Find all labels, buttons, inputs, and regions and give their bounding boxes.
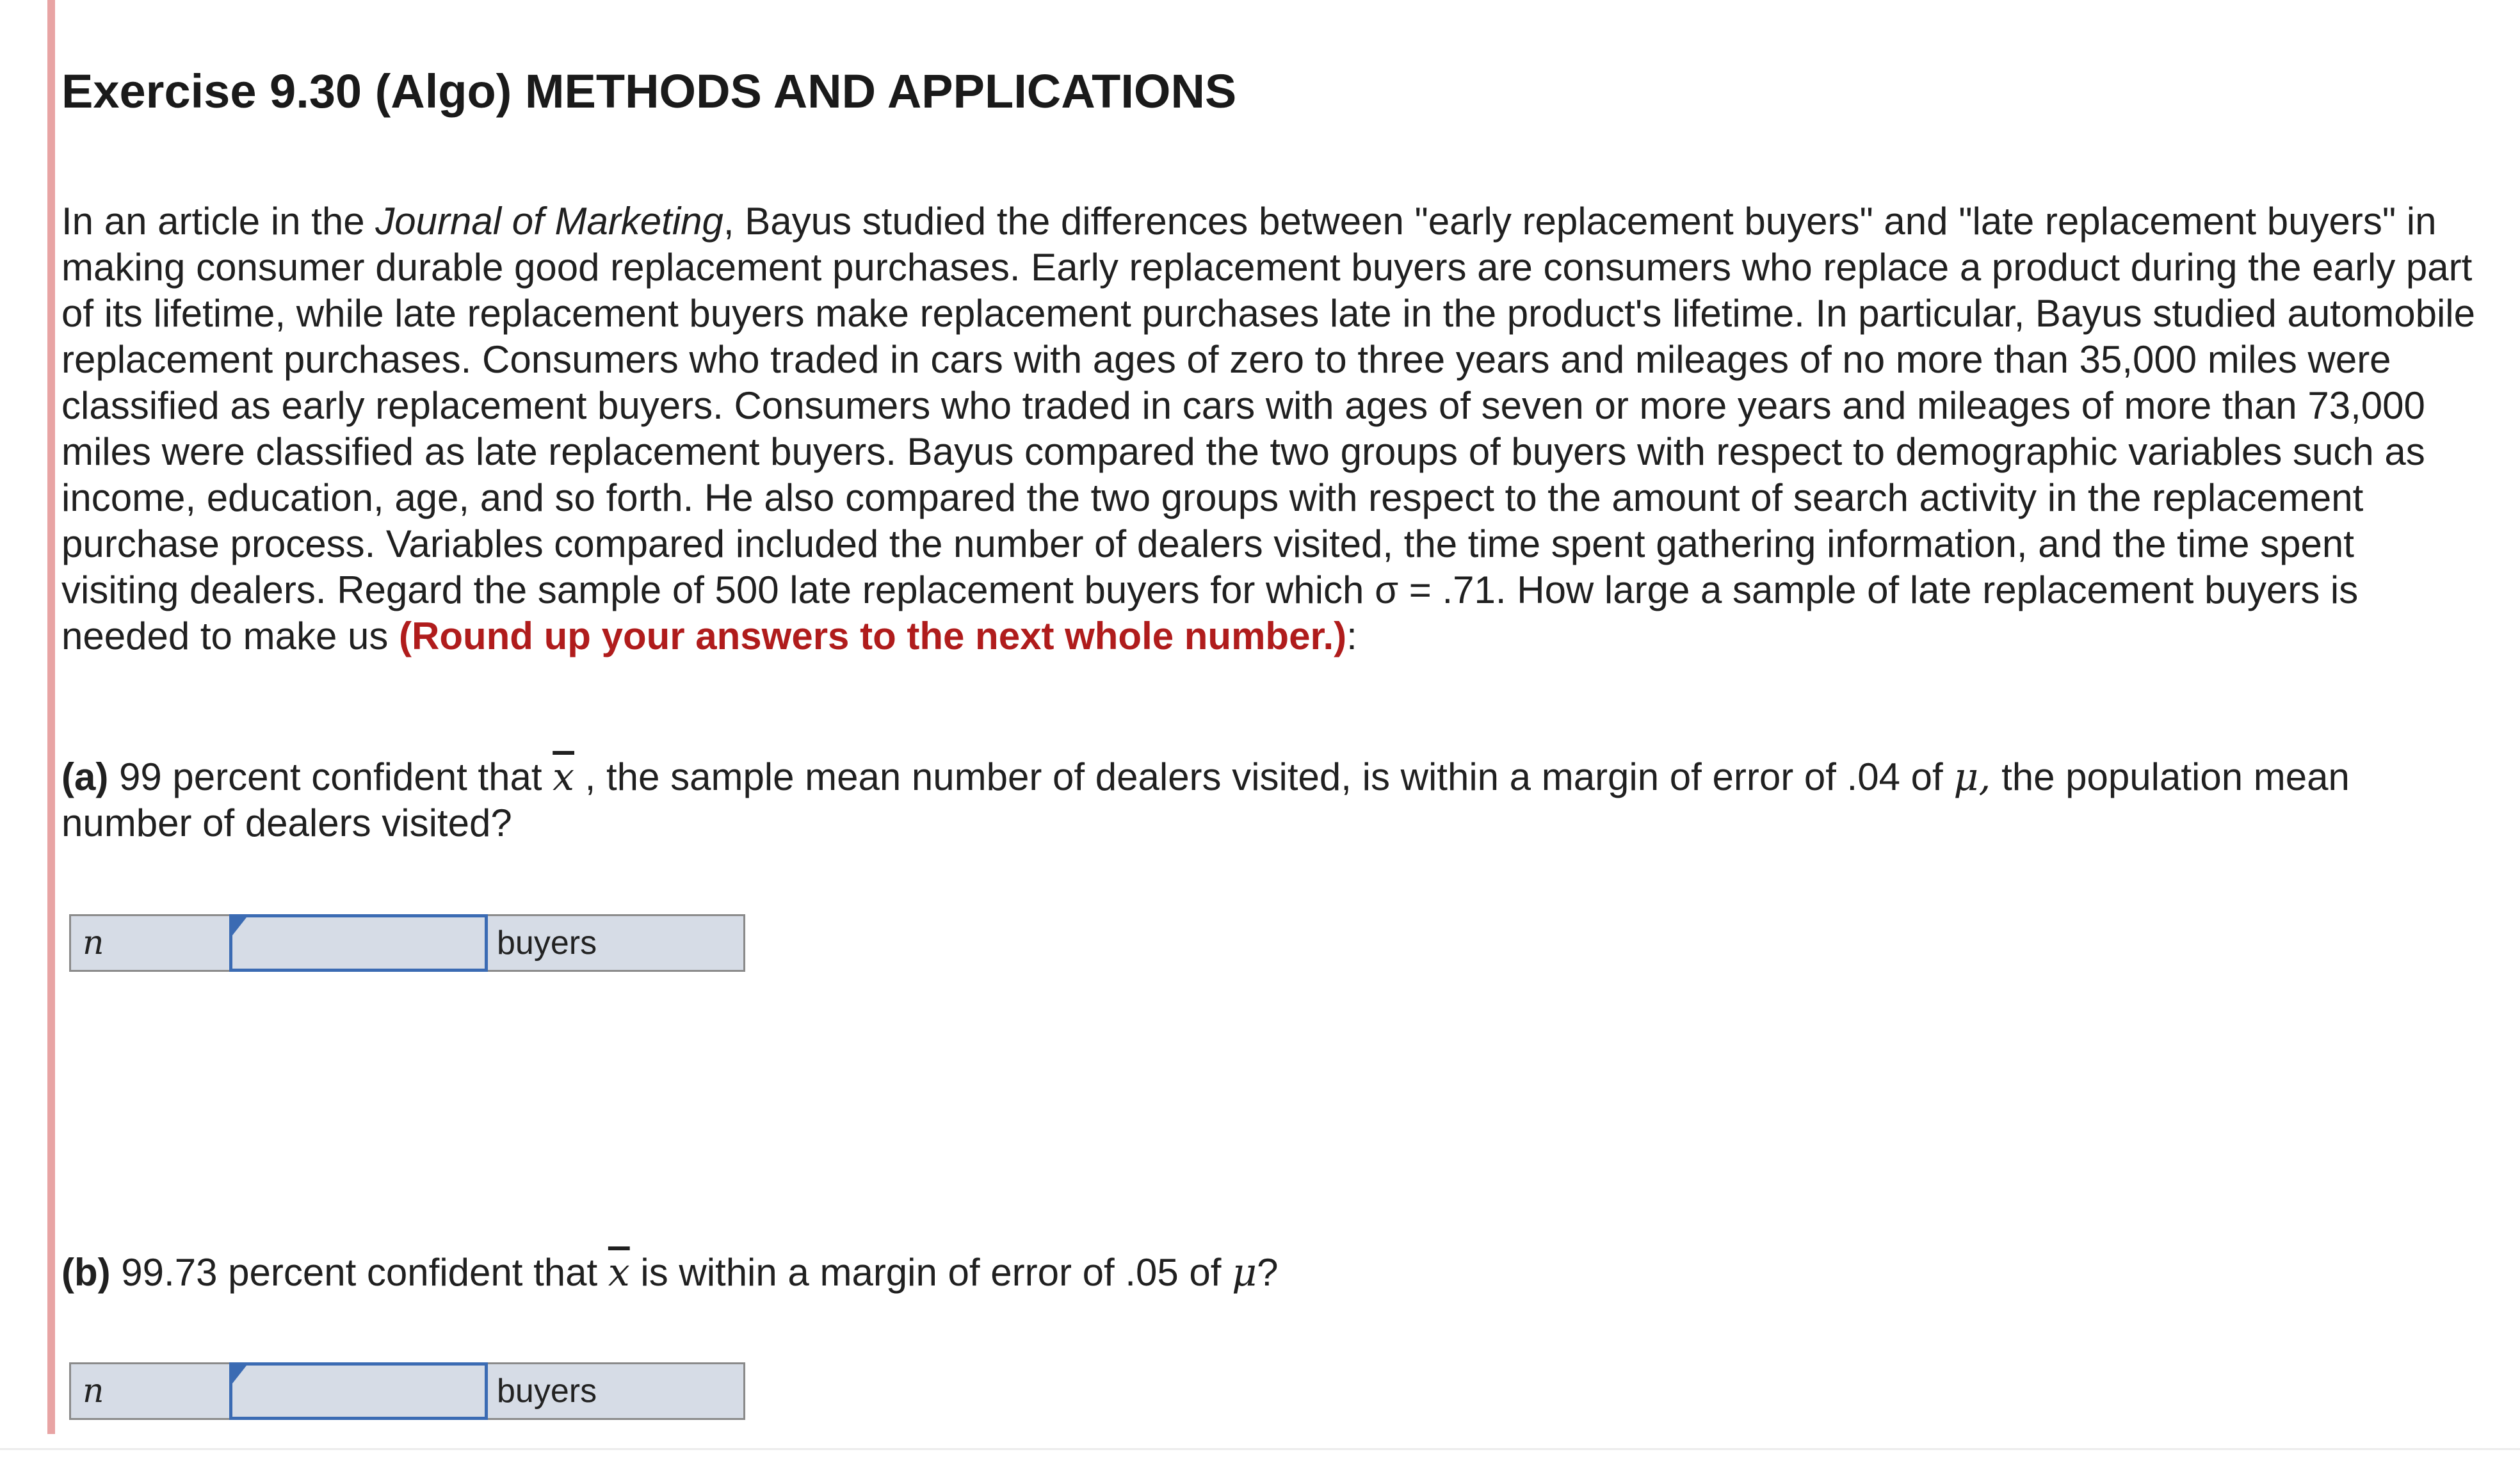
journal-name: Journal of Marketing: [375, 200, 723, 243]
part-a-answer-field[interactable]: [229, 914, 488, 972]
exercise-title: Exercise 9.30 (Algo) METHODS AND APPLICATIONS: [61, 65, 1237, 118]
part-a-text-3: the population mean number of dealers visited?: [61, 755, 2350, 844]
flag-icon: [232, 1366, 246, 1383]
part-b-variable-label: n: [69, 1362, 229, 1420]
problem-intro: In an article in the: [61, 200, 376, 243]
flag-icon: [232, 917, 246, 935]
part-a-text-2: , the sample mean number of dealers visited, is within a margin of error of .04 of: [574, 755, 1954, 798]
problem-body: , Bayus studied the differences between "early replacement buyers" and "late replacement buyers" in making consumer durable good replacement purchases. Early replacement buyers are consumers who replace a product during the early part of its lifetime, while late replacement buyers make replacement purchases late in the product's lifetime. In particular, Bayus studied automobile replacement purchases. Consumers who traded in cars with ages of zero to three years and mileages of no more than 35,000 miles were classified as early replacement buyers. Consumers who traded in cars with ages of seven or more years and mileages of more than 73,000 miles were classified as late replacement buyers. Bayus compared the two groups of buyers with respect to demographic variables such as income, education, age, and so forth. He also compared the two groups with respect to the amount of search activity in the replacement purchase process. Variables compared included the number of dealers visited, the time spent gathering information, and the time spent visiting dealers. Regard the sample of 500 late replacement buyers for which σ = .71. How large a sample of late replacement buyers is needed to make us: [61, 200, 2476, 657]
part-b-answer-row: [69, 1362, 745, 1420]
part-a-answer-row: [69, 914, 745, 972]
part-a-variable-label: n: [69, 914, 229, 972]
part-b-text-2: is within a margin of error of .05 of: [629, 1251, 1232, 1294]
part-b-question: [61, 1250, 2443, 1296]
part-b-text-3: ?: [1257, 1251, 1279, 1294]
part-a-xbar-symbol: $\overline{x}$: [553, 755, 574, 800]
part-a-unit-label: buyers: [488, 914, 745, 972]
rounding-instruction: (Round up your answers to the next whole number.): [399, 615, 1347, 657]
part-a-answer-input[interactable]: [232, 917, 485, 969]
part-a-question: [61, 754, 2443, 846]
part-b-unit-label: buyers: [488, 1362, 745, 1420]
part-b-mu-symbol: μ: [1232, 1250, 1257, 1295]
part-a-mu-symbol: μ,: [1953, 755, 1991, 800]
part-a-label: (a): [61, 755, 109, 798]
problem-colon: :: [1346, 615, 1357, 657]
part-b-answer-field[interactable]: [229, 1362, 488, 1420]
part-b-text-1: 99.73 percent confident that: [110, 1251, 608, 1294]
bottom-divider: [0, 1448, 2520, 1450]
part-b-xbar-symbol: $\overline{x}$: [608, 1250, 630, 1295]
problem-statement: [61, 198, 2482, 659]
part-b-answer-input[interactable]: [232, 1366, 485, 1417]
part-b-label: (b): [61, 1251, 111, 1294]
left-accent-bar: [47, 0, 55, 1434]
part-a-text-1: 99 percent confident that: [108, 755, 553, 798]
